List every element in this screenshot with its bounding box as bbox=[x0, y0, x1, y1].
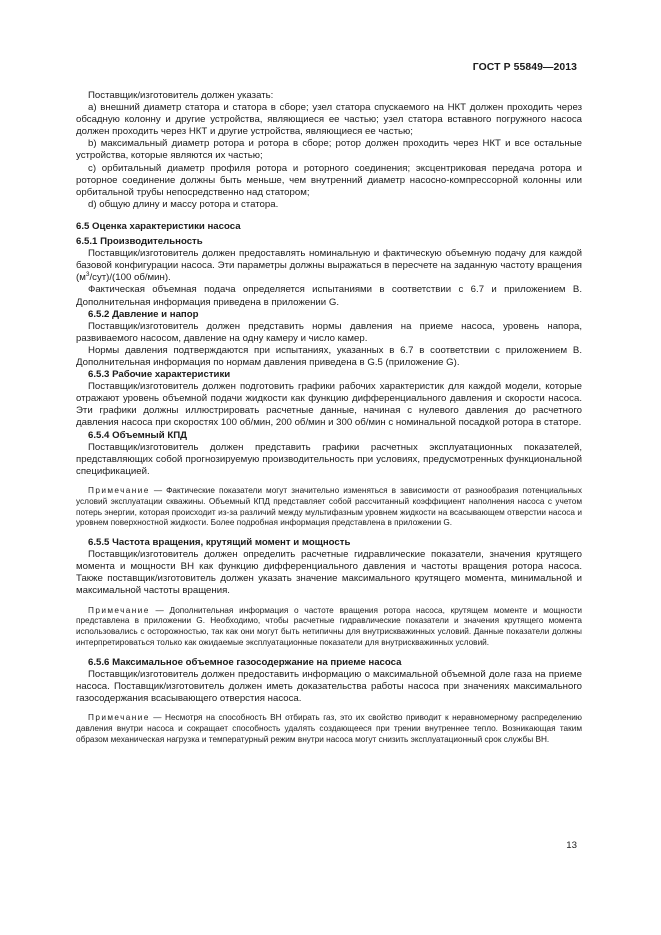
note-label: Примечание bbox=[88, 485, 150, 495]
paragraph-text: Поставщик/изготовитель должен предоставлять номинальную и фактическую объемную подачу для каждой базовой конфигурации насоса. Эти параметры должны выражаться в пересчете на заданную частоту вращения (м bbox=[76, 248, 582, 284]
paragraph-6-5-1-b: Фактическая объемная подача определяется испытаниями в соответствии с 6.7 и приложением В. Дополнительная информация приведена в приложении G. bbox=[76, 284, 582, 308]
section-heading-6-5-6: 6.5.6 Максимальное объемное газосодержание на приеме насоса bbox=[88, 656, 402, 668]
paragraph-6-5-4: Поставщик/изготовитель должен представить графики расчетных эксплуатационных показателей, представляющих собой прогнозируемую производительность при условиях, предусмотренных функциональной спецификацией. bbox=[76, 441, 582, 477]
list-item-a: а) внешний диаметр статора и статора в сборе; узел статора спускаемого на НКТ должен проходить через обсадную колонну и другие устройства, являющиеся ее частью; узел статора вставного погружного насоса должен проходить через НКТ и другие устройства, являющиеся ее частью; bbox=[76, 102, 582, 138]
section-heading-6-5-2: 6.5.2 Давление и напор bbox=[88, 308, 199, 320]
section-heading-6-5-5: 6.5.5 Частота вращения, крутящий момент и мощность bbox=[88, 537, 351, 549]
paragraph-6-5-1-a bbox=[76, 248, 582, 284]
note-6-5-5 bbox=[76, 606, 582, 649]
note-label: Примечание bbox=[88, 713, 150, 723]
note-6-5-6 bbox=[76, 713, 582, 745]
section-heading-6-5-4: 6.5.4 Объемный КПД bbox=[88, 429, 188, 441]
section-heading-6-5-3: 6.5.3 Рабочие характеристики bbox=[88, 369, 231, 381]
list-item-d: d) общую длину и массу ротора и статора. bbox=[88, 198, 279, 210]
list-item-b: b) максимальный диаметр ротора и ротора в сборе; ротор должен проходить через НКТ и все остальные устройства, которые являются их частью; bbox=[76, 138, 582, 162]
intro-lead: Поставщик/изготовитель должен указать: bbox=[88, 90, 274, 101]
superscript: 3 bbox=[85, 271, 90, 279]
note-label: Примечание bbox=[88, 605, 150, 615]
paragraph-6-5-6: Поставщик/изготовитель должен предоставить информацию о максимальной объемной доле газа на приеме насоса. Поставщик/изготовитель должен иметь доказательства работы насоса при значениях максимального газосодержания всасывающего отверстия насоса. bbox=[76, 668, 582, 705]
note-text: — Дополнительная информация о частоте вращения ротора насоса, крутящем моменте и мощности представлена в приложении G. Необходимо, чтобы расчетные гидравлические показатели и значения крутящего момента использовались с осторожностью, так как они могут быть нетипичны для внутрискважинных условий. Данные показатели должны интерпретироваться только как ожидаемые эксплуатационные показатели для внутрискважинных условий. bbox=[76, 605, 582, 647]
document-body bbox=[76, 90, 582, 754]
paragraph-6-5-5: Поставщик/изготовитель должен определить расчетные гидравлические показатели, значения крутящего момента и мощности ВН как функцию дифференциального давления и частоты вращения ротора насоса. Также поставщик/изготовитель должен указать значение максимального крутящего момента, минимальной и максимальной частоты вращения. bbox=[76, 549, 582, 597]
section-heading-6-5: 6.5 Оценка характеристики насоса bbox=[76, 220, 241, 232]
note-6-5-4 bbox=[76, 486, 582, 529]
note-text: — Несмотря на способность ВН отбирать газ, это их свойство приводит к неравномерному распределению давления внутри насоса и сокращает способность удалять создающееся при трении внутреннее тепло. Возникающая таким образом механическая нагрузка и температурный режим внутри насоса могут снизить эксплуатационный срок службы ВН. bbox=[76, 713, 582, 744]
page-number: 13 bbox=[566, 840, 577, 851]
section-heading-6-5-1: 6.5.1 Производительность bbox=[76, 236, 203, 248]
paragraph-6-5-3: Поставщик/изготовитель должен подготовить графики рабочих характеристик для каждой модели, которые отражают уровень объемной подачи жидкости как функцию дифференциального давления и скорости насоса. Эти графики должны иллюстрировать расчетные данные, начиная с нулевого давления до расчетного давления насоса при скоростях 100 об/мин, 200 об/мин и 300 об/мин с номинальной посадкой ротора в статоре. bbox=[76, 381, 582, 429]
note-text: — Фактические показатели могут значительно изменяться в зависимости от разнообразия потенциальных условий эксплуатации скважины. Объемный КПД представляет собой рассчитанный коэффициент наполнения насоса с учетом потерь энергии, которая происходит из-за различий между мультифазным уровнем жидкости на всасывающем отверстии насоса и уровнем поверхностной жидкости. Более подробная информация представлена в приложении G. bbox=[76, 485, 582, 528]
paragraph-6-5-2-b: Нормы давления подтверждаются при испытаниях, указанных в 6.7 в соответствии с приложением В. Дополнительная информация по нормам давления приведена в G.5 (приложение G). bbox=[76, 344, 582, 368]
paragraph-text: /сут)/(100 об/мин). bbox=[89, 272, 171, 284]
list-item-c: с) орбитальный диаметр профиля ротора и роторного соединения; эксцентриковая передача ротора и роторное соединение должны быть меньше, чем внутренний диаметр насосно-компрессорной колонны или орбитальной трубы непосредственно над статором; bbox=[76, 162, 582, 198]
document-header: ГОСТ Р 55849—2013 bbox=[472, 62, 577, 73]
paragraph-6-5-2-a: Поставщик/изготовитель должен представить нормы давления на приеме насоса, уровень напора, развиваемого насосом, давление на одну камеру и число камер. bbox=[76, 320, 582, 344]
